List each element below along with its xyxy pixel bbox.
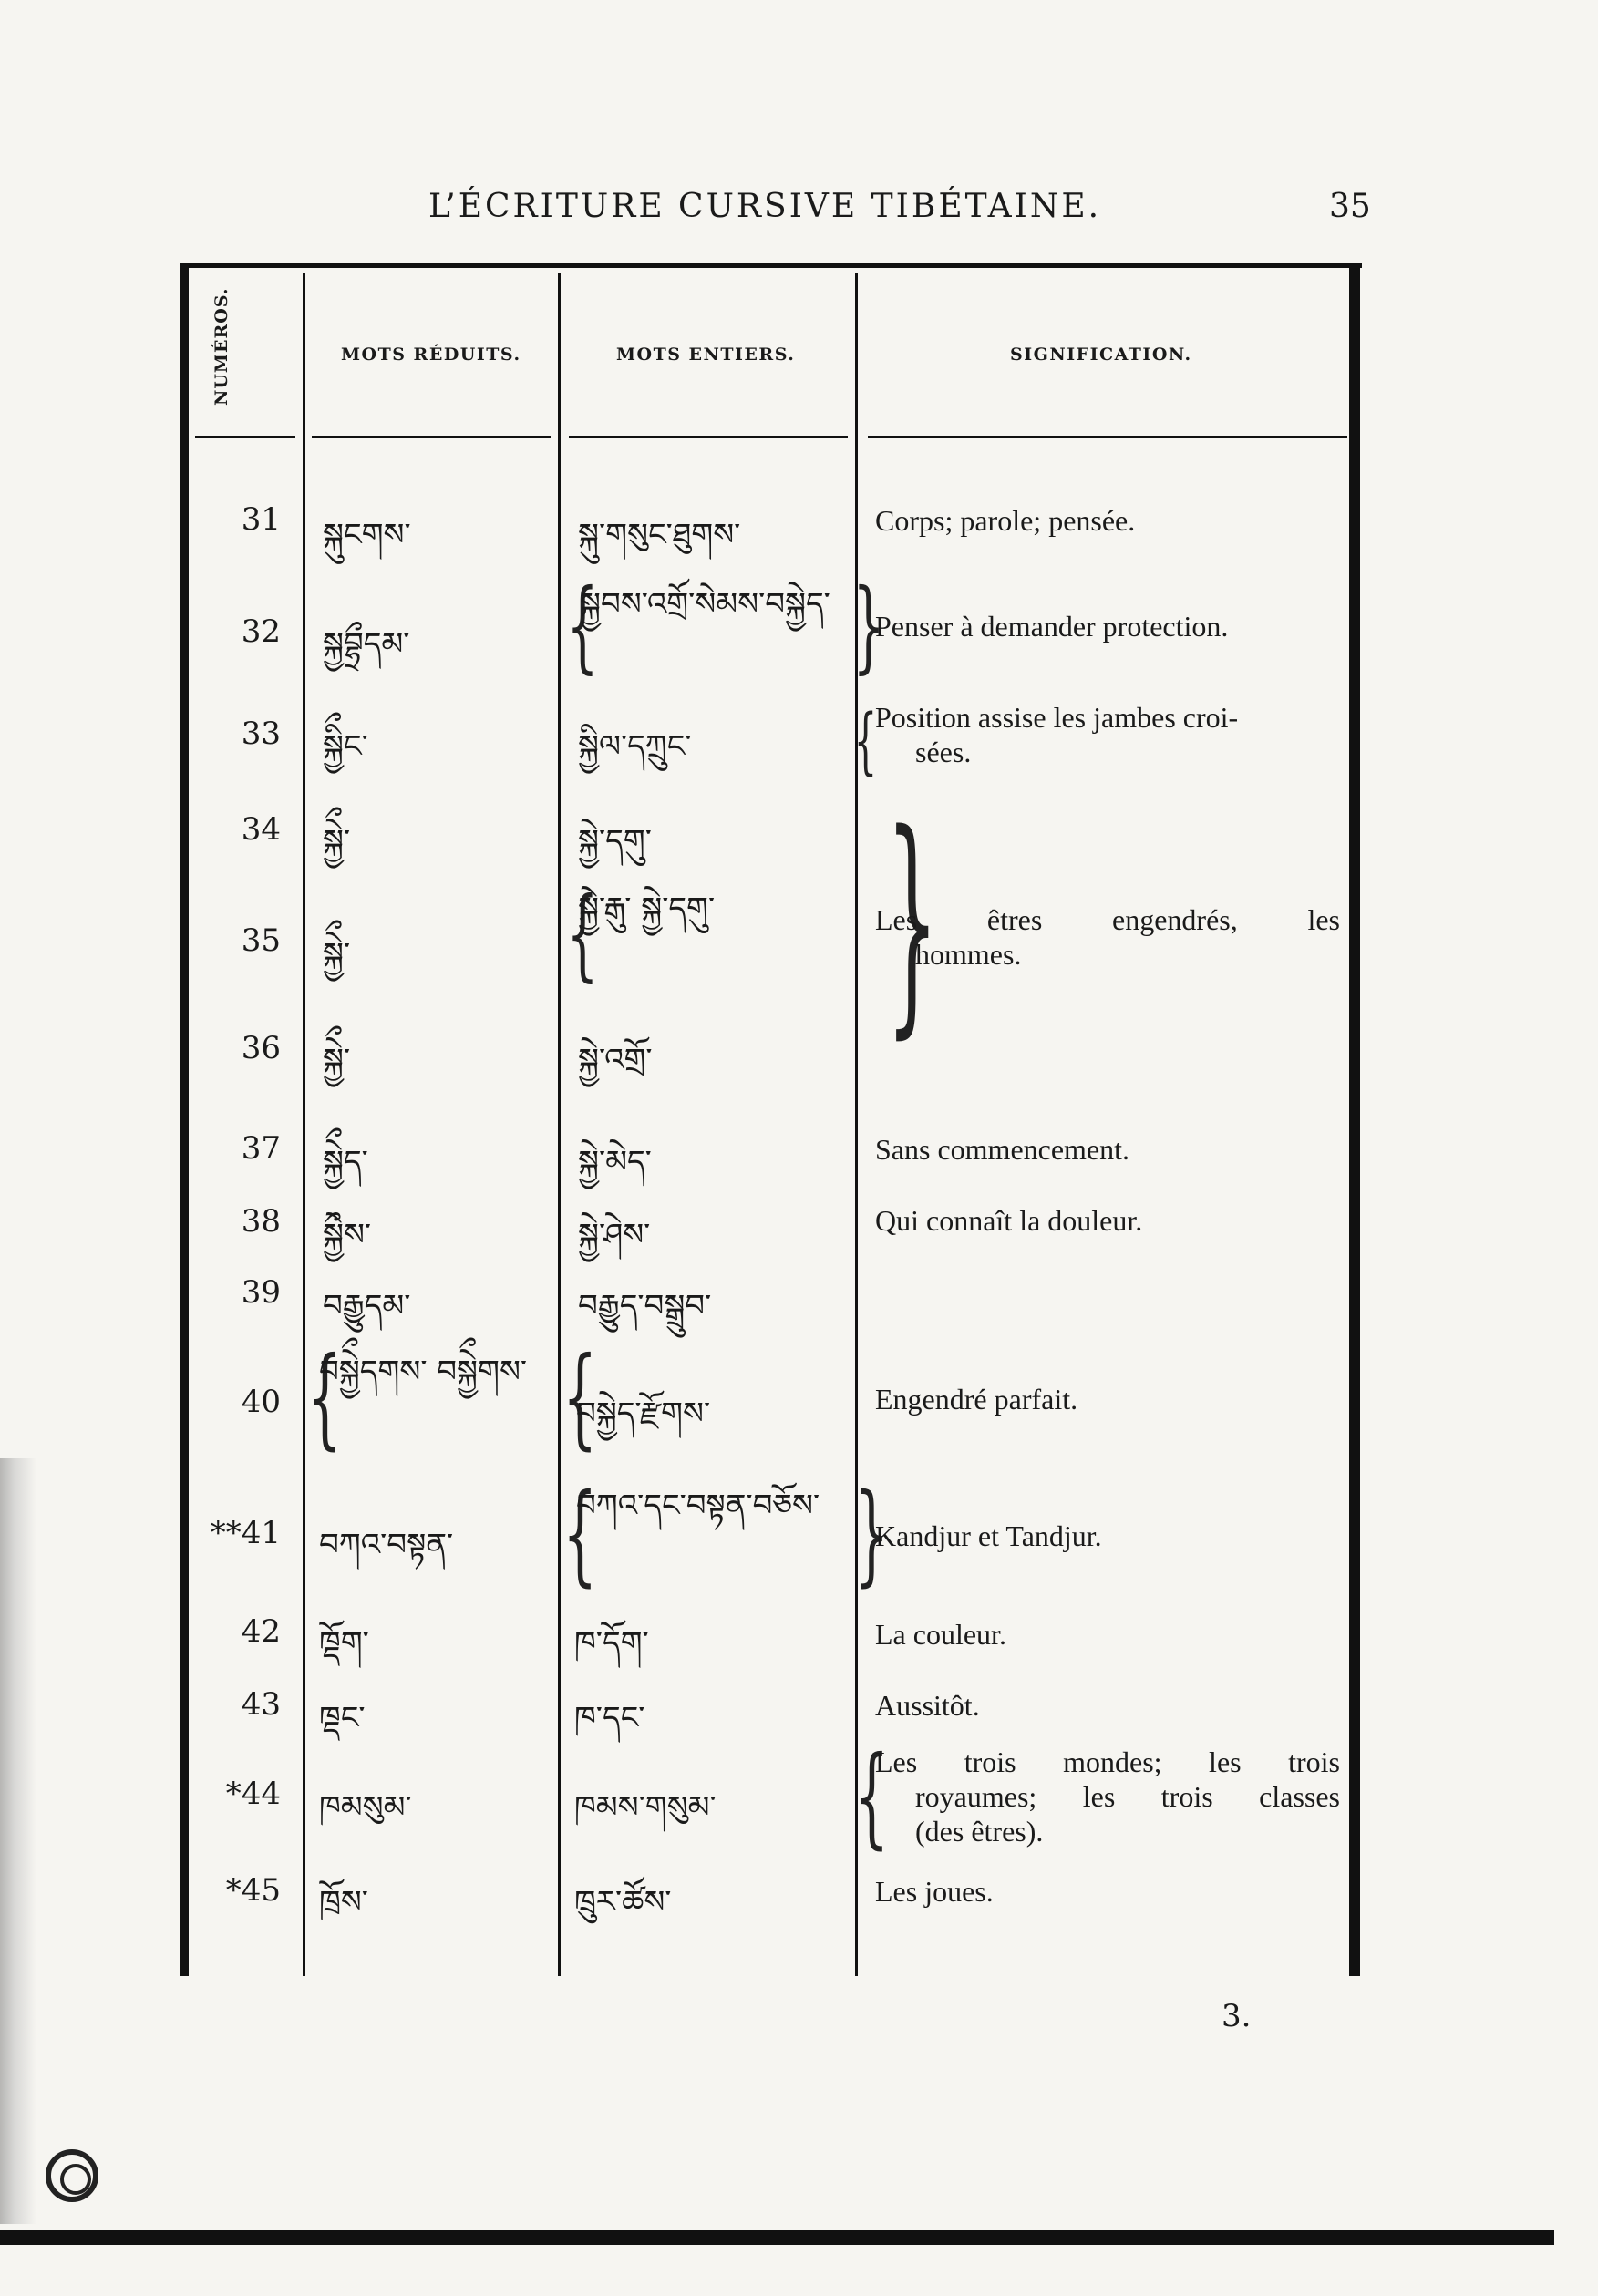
reduced-word: ཁྡང་ xyxy=(319,1700,366,1736)
signification-text xyxy=(875,1203,1340,1238)
reduced-word: སྐྱེྀ་ xyxy=(323,936,351,973)
reduced-word: བརྒྱུདམ་ xyxy=(323,1288,411,1324)
signification-text xyxy=(875,1688,1340,1723)
reduced-word: བསྐྱེྀདགས་ བསྐྱེྀགས་ xyxy=(319,1354,528,1390)
brace-left: { xyxy=(562,1471,598,1598)
signification-text xyxy=(875,1874,1340,1909)
scan-bottom-bar xyxy=(0,2230,1554,2245)
signification-line: Kandjur et Tandjur. xyxy=(875,1519,1102,1552)
header-rule-4 xyxy=(868,436,1347,438)
header-signification: SIGNIFICATION. xyxy=(1010,345,1192,365)
brace-big-right: } xyxy=(885,784,939,1059)
library-stamp-icon xyxy=(46,2149,98,2202)
page-number: 35 xyxy=(1329,188,1371,225)
header-mots-reduits: MOTS RÉDUITS. xyxy=(341,345,521,365)
brace-left: { xyxy=(566,875,599,992)
brace-right: } xyxy=(852,567,885,684)
column-divider-3 xyxy=(855,273,858,1976)
signature-mark: 3. xyxy=(1222,1998,1252,2034)
full-word: སྐྱིལ་དཀྲུང་ xyxy=(578,728,692,765)
signification-line: Sans commencement. xyxy=(875,1133,1130,1166)
signification-line: La couleur. xyxy=(875,1618,1006,1651)
scan-edge-shadow xyxy=(0,1458,36,2224)
signification-text xyxy=(875,609,1340,643)
signification-line: Qui connaît la douleur. xyxy=(875,1204,1143,1237)
full-word: ཁ་དང་ xyxy=(574,1700,645,1736)
page-running-title: L’ÉCRITURE CURSIVE TIBÉTAINE. xyxy=(428,188,1102,225)
header-mots-entiers: MOTS ENTIERS. xyxy=(616,345,796,365)
reduced-word: སྐུངགས་ xyxy=(323,517,411,553)
header-numeros: NUMÉROS. xyxy=(211,287,232,406)
row-number: 31 xyxy=(241,501,281,538)
brace-left: { xyxy=(853,698,878,783)
full-word: སྐྱེ་དགུ་ xyxy=(578,823,652,860)
row-number: 40 xyxy=(241,1384,281,1420)
reduced-word: ཁམསུམ་ xyxy=(319,1789,412,1826)
signification-line: Corps; parole; pensée. xyxy=(875,504,1136,537)
row-number: *45 xyxy=(225,1872,281,1909)
full-word: སྐྱེ་མེད་ xyxy=(578,1144,652,1180)
full-word: སྐྱེ་འགྲོ་ xyxy=(578,1042,653,1078)
signification-line: Les êtres engendrés, les xyxy=(875,903,1340,936)
row-number: 43 xyxy=(241,1686,281,1723)
row-number: 34 xyxy=(241,811,281,848)
full-word: སྐྱེ་རྒུ་ སྐྱེ་དགུ་ xyxy=(578,891,716,927)
signification-text xyxy=(875,1617,1340,1652)
row-number: 36 xyxy=(241,1030,281,1066)
column-divider-2 xyxy=(558,273,561,1976)
signification-line: royaumes; les trois classes xyxy=(915,1780,1340,1813)
signification-line: Aussitôt. xyxy=(875,1689,980,1722)
signification-text xyxy=(875,503,1340,538)
reduced-word: ཁྡོག་ xyxy=(319,1625,369,1662)
full-word: ཁ་དོག་ xyxy=(574,1625,649,1662)
row-number: 35 xyxy=(241,922,281,959)
signification-line: Engendré parfait. xyxy=(875,1383,1078,1416)
row-number: 38 xyxy=(241,1203,281,1240)
brace-left: { xyxy=(566,567,599,684)
reduced-word: སྐྱེྀད་ xyxy=(323,1144,368,1180)
signification-text xyxy=(875,1382,1340,1416)
brace-left: { xyxy=(562,1334,598,1461)
brace-left: { xyxy=(854,1734,890,1860)
full-word: བསྐྱེད་རྫོགས་ xyxy=(576,1395,711,1432)
full-word: བརྒྱུད་བསྒྲུབ་ xyxy=(578,1288,712,1324)
signification-line: (des êtres). xyxy=(915,1815,1044,1848)
full-word: སྐྱབས་འགྲོ་སེམས་བསྐྱེད་ xyxy=(580,586,830,623)
table-left-border xyxy=(180,264,189,1976)
signification-text xyxy=(875,1745,1340,1848)
full-word: སྐུ་གསུང་ཐུགས་ xyxy=(578,517,741,553)
reduced-word: བཀའ་བསྟན་ xyxy=(319,1527,454,1563)
full-word: ཁྲུར་ཚོས་ xyxy=(574,1884,672,1920)
reduced-word: སྐྱབྷྲྀདམ་ xyxy=(323,626,410,663)
row-number: 33 xyxy=(241,716,281,752)
reduced-word: སྐྱེྀ་ xyxy=(323,823,351,860)
row-number: 37 xyxy=(241,1130,281,1167)
reduced-word: སྐྱེྀ་ xyxy=(323,1042,351,1078)
signification-text xyxy=(875,1132,1340,1167)
full-word: བཀའ་དང་བསྟན་བཅོས་ xyxy=(576,1488,820,1524)
signification-line: Les joues. xyxy=(875,1875,994,1908)
signification-text xyxy=(875,700,1340,769)
signification-line: Penser à demander protection. xyxy=(875,610,1229,643)
brace-left: { xyxy=(307,1334,343,1461)
reduced-word: སྐྱྀེས་ xyxy=(323,1217,372,1253)
reduced-word: ཁྲོས་ xyxy=(319,1884,368,1920)
column-divider-1 xyxy=(303,273,305,1976)
row-number: *44 xyxy=(225,1776,281,1812)
reduced-word: སྐྱིྀང་ xyxy=(323,728,368,765)
row-number: 42 xyxy=(241,1613,281,1650)
table-right-border xyxy=(1349,264,1360,1976)
signification-text xyxy=(875,902,1340,972)
row-number: 39 xyxy=(241,1274,281,1311)
signification-text xyxy=(875,1519,1340,1553)
row-number: 32 xyxy=(241,613,281,650)
brace-right: } xyxy=(854,1471,890,1598)
full-word: སྐྱེ་ཤེས་ xyxy=(578,1217,651,1253)
header-rule-2 xyxy=(312,436,551,438)
signification-line: Position assise les jambes croi- xyxy=(875,701,1239,734)
header-rule-3 xyxy=(569,436,848,438)
full-word: ཁམས་གསུམ་ xyxy=(574,1789,717,1826)
row-number: **41 xyxy=(210,1515,281,1551)
header-rule-1 xyxy=(195,436,295,438)
signification-line: hommes. xyxy=(915,938,1022,971)
signification-line: Les trois mondes; les trois xyxy=(875,1745,1340,1778)
signification-line: sées. xyxy=(915,736,972,768)
